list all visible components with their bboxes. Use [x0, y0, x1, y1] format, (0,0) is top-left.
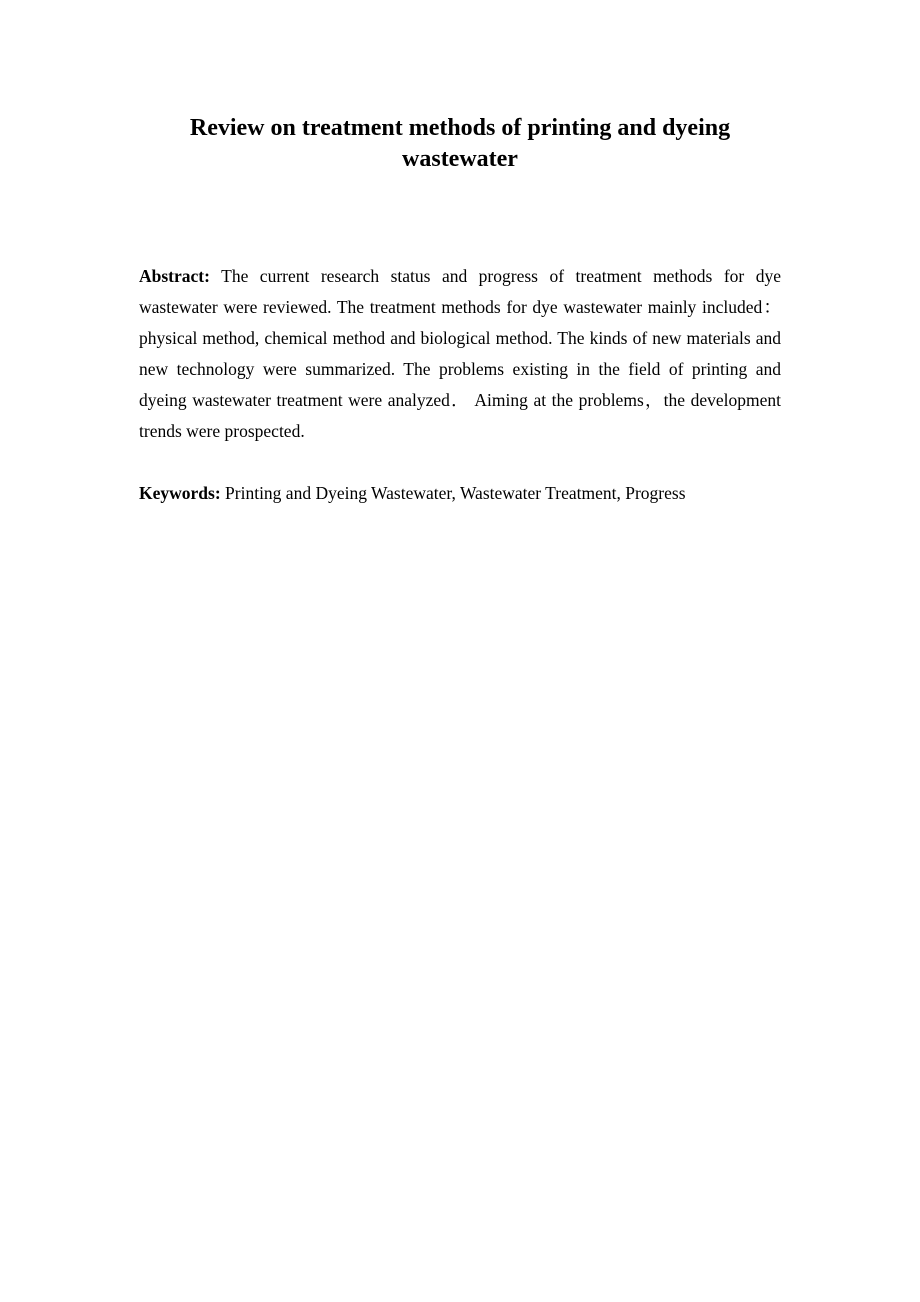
keywords-text: Printing and Dyeing Wastewater, Wastewater Treatment, Progress [225, 483, 686, 503]
abstract-label: Abstract: [139, 266, 210, 286]
keywords-paragraph [139, 478, 781, 509]
abstract-text: The current research status and progress of treatment methods for dye wastewater were reviewed. The treatment methods for dye wastewater mainly included： physical method, chemical method and biological method. The kinds of new materials and new technology were summarized. The problems existing in the field of printing and dyeing wastewater treatment were analyzed． Aiming at the problems，the development trends were prospected. [139, 266, 781, 441]
abstract-paragraph [139, 261, 781, 447]
paper-title: Review on treatment methods of printing and dyeing wastewater [189, 115, 731, 172]
keywords-label: Keywords: [139, 483, 221, 503]
